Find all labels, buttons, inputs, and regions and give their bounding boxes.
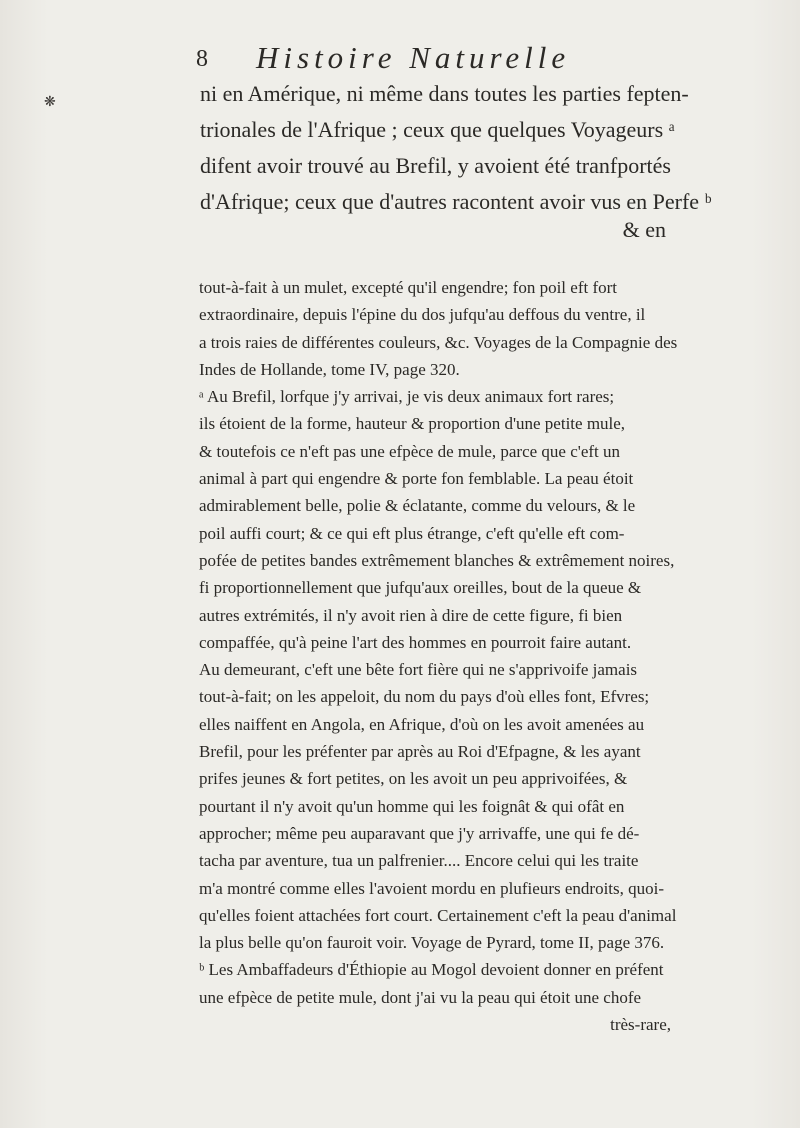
footnote-line: prifes jeunes & fort petites, on les avoit un peu apprivoifées, & xyxy=(199,769,628,789)
main-text-line: difent avoir trouvé au Brefil, y avoient été tranfportés xyxy=(200,153,671,178)
footnote-line: extraordinaire, depuis l'épine du dos jufqu'au deffous du ventre, il xyxy=(199,305,646,325)
margin-bullet-mark: ❋ xyxy=(44,94,56,110)
footnote-line: la plus belle qu'on fauroit voir. Voyage de Pyrard, tome II, page 376. xyxy=(199,933,665,953)
footnote-line: Brefil, pour les préfenter par après au Roi d'Efpagne, & les ayant xyxy=(199,742,641,762)
footnote-line: ᵇ Les Ambaffadeurs d'Éthiopie au Mogol devoient donner en préfent xyxy=(199,960,664,980)
footnote-line: Indes de Hollande, tome IV, page 320. xyxy=(199,359,460,379)
footnotes-block xyxy=(199,274,678,1038)
main-text-line: d'Afrique; ceux que d'autres racontent avoir vus en Perfe ᵇ xyxy=(200,189,712,214)
footnote-line: ils étoient de la forme, hauteur & proportion d'une petite mule, xyxy=(199,414,626,434)
footnote-line: tout-à-fait; on les appeloit, du nom du pays d'où elles font, Efvres; xyxy=(199,687,650,707)
running-title: Histoire Naturelle xyxy=(256,40,571,75)
footnote-line: tacha par aventure, tua un palfrenier.... Encore celui qui les traite xyxy=(199,851,639,871)
footnote-line: ᵃ Au Brefil, lorfque j'y arrivai, je vis deux animaux fort rares; xyxy=(199,387,615,407)
footnote-line: qu'elles foient attachées fort court. Certainement c'eft la peau d'animal xyxy=(199,905,677,925)
footnote-line: pofée de petites bandes extrêmement blanches & extrêmement noires, xyxy=(199,550,675,570)
footnote-line: une efpèce de petite mule, dont j'ai vu la peau qui étoit une chofe xyxy=(199,987,642,1007)
footnote-line: Au demeurant, c'eft une bête fort fière qui ne s'apprivoife jamais xyxy=(199,660,638,680)
footnote-line: a trois raies de différentes couleurs, &c. Voyages de la Compagnie des xyxy=(199,332,678,352)
footnote-line: autres extrémités, il n'y avoit rien à dire de cette figure, fi bien xyxy=(199,605,623,625)
main-text-line: trionales de l'Afrique ; ceux que quelques Voyageurs ᵃ xyxy=(200,117,675,142)
footnote-line: tout-à-fait à un mulet, excepté qu'il engendre; fon poil eft fort xyxy=(199,278,617,297)
footnote-line: m'a montré comme elles l'avoient mordu en plufieurs endroits, quoi- xyxy=(199,878,665,898)
main-text-line: ni en Amérique, ni même dans toutes les parties fepten- xyxy=(200,81,689,106)
footnote-line: & toutefois ce n'eft pas une efpèce de mule, parce que c'eft un xyxy=(199,441,621,461)
footnote-line: animal à part qui engendre & porte fon femblable. La peau étoit xyxy=(199,469,634,489)
footnote-catchword: très-rare, xyxy=(610,1015,671,1035)
footnote-line: admirablement belle, polie & éclatante, comme du velours, & le xyxy=(199,496,636,516)
footnote-line: poil auffi court; & ce qui eft plus étrange, c'eft qu'elle eft com- xyxy=(199,523,625,543)
main-text-block xyxy=(200,76,712,220)
page-header xyxy=(196,40,666,80)
footnote-line: compaffée, qu'à peine l'art des hommes en pourroit faire autant. xyxy=(199,632,632,652)
footnote-line: approcher; même peu auparavant que j'y arrivaffe, une qui fe dé- xyxy=(199,823,640,843)
footnote-line: elles naiffent en Angola, en Afrique, d'où on les avoit amenées au xyxy=(199,714,645,734)
footnote-line: fi proportionnellement que jufqu'aux oreilles, bout de la queue & xyxy=(199,578,642,598)
page-number: 8 xyxy=(196,46,208,72)
catchword: & en xyxy=(622,217,666,242)
footnote-line: pourtant il n'y avoit qu'un homme qui les foignât & qui ofât en xyxy=(199,796,625,816)
